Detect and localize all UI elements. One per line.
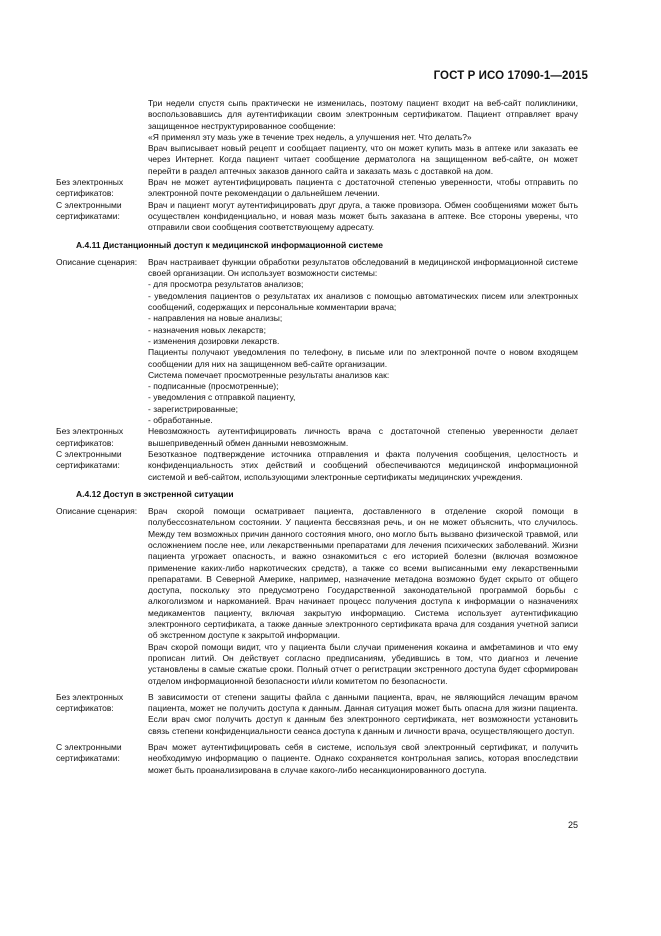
s411-scenario-row [56,257,578,426]
with-certs-text: Врач и пациент могут аутентифицировать друг друга, а также провизора. Обмен сообщениями может быть осуществлен конфиденциально, и новая мазь может быть заказана в аптеке. Все стороны уверены, что отправили свои сообщения соответствующему адресату. [148,199,578,233]
scenario-text [148,506,578,687]
scenario-line: Система помечает просмотренные результаты анализов как: [148,369,390,380]
scenario-line: - обработанные. [148,415,213,426]
intro-paragraph-1: Три недели спустя сыпь практически не изменилась, поэтому пациент входит на веб-сайт поликлиники, воспользовавшись для аутентификации своим электронным сертификатом. Пациент отправляет врачу защищенное неструктурированное сообщение: [148,98,578,131]
scenario-line: - зарегистрированные; [148,403,238,414]
page-content [56,98,578,776]
without-certs-text: Врач не может аутентифицировать пациента с достаточной степенью уверенности, чтобы отправить по электронной почте рекомендации о дальнейшем лечении. [148,177,578,199]
with-certs-label: С электронными сертификатами: [56,742,122,764]
scenario-label: Описание сценария: [56,506,138,517]
section-heading-a412: А.4.12 Доступ в экстренной ситуации [76,488,234,499]
document-id: ГОСТ Р ИСО 17090-1—2015 [433,70,588,82]
s412-with-certs-row [56,742,578,776]
section-heading-a411: А.4.11 Дистанционный доступ к медицинской информационной системе [76,239,384,250]
scenario-line: - направления на новые анализы; [148,313,283,324]
scenario-line: - изменения дозировки лекарств. [148,335,280,346]
s412-scenario-row [56,506,578,687]
scenario-line: - для просмотра результатов анализов; [148,279,304,290]
scenario-line: - подписанные (просмотренные); [148,381,279,392]
scenario-paragraph: Врач скорой помощи осматривает пациента, доставленного в отделение скорой помощи в полубессознательном состоянии. У пациента бессвязная речь, и он не может объяснить, что случилось. Между тем возможных причин данного состояния много, оно могло быть вызвано физической травмой, или осложнением после нее, или лекарственными препаратами для лечения психических заболеваний. Жизни пациента угрожает опасность, и важно ознакомиться с его историей болезни (включая возможное применение каких-либо наркотических средств), а также со всеми выписанными ему лекарственными препаратами. В Северной Америке, например, назначение метадона возможно будет скрыто от общего доступа, поскольку это предусмотрено Государственной законодательной программой борьбы с алкоголизмом и наркоманией. Врач начинает процесс получения доступа к информации о назначениях медикаментов пациенту, включая закрытую информацию. Система использует аутентификацию электронного сертификата, а также данные электронного сертификата врача для создания учетной записи об экстренном доступе к закрытой информации. [148,506,578,641]
with-certs-label: С электронными сертификатами: [56,199,122,221]
s412-without-certs-row [56,692,578,737]
scenario-line: Врач настраивает функции обработки результатов обследований в медицинской информационной системе своей организации. Он использует возможности системы: [148,256,578,279]
s411-without-certs-row [56,426,578,449]
intro-with-certs-row [56,200,578,234]
without-certs-label: Без электронных сертификатов: [56,426,124,448]
without-certs-text: В зависимости от степени защиты файла с данными пациента, врач, не являющийся лечащим врачом пациента, может не получить доступа к данным. Данная ситуация может быть опасна для жизни пациента. Если врач смог получить доступ к данным без электронного сертификата, нет возможности установить связь степени конфиденциальности сеанса доступа к данным и личности врача, осуществляющего доступ. [148,691,578,736]
without-certs-label: Без электронных сертификатов: [56,177,124,199]
without-certs-text: Невозможность аутентифицировать личность врача с достаточной степенью уверенности делает вышеприведенный обмен данными невозможным. [148,426,578,448]
page-number: 25 [567,820,578,830]
scenario-label: Описание сценария: [56,256,138,267]
scenario-line: Пациенты получают уведомления по телефону, в письме или по электронной почте о новом входящем сообщении для них на защищенном веб-сайте организации. [148,347,578,369]
intro-continuation [148,98,578,177]
intro-paragraph-3: Врач выписывает новый рецепт и сообщает пациенту, что он может купить мазь в аптеке или заказать ее через Интернет. Когда пациент читает сообщение дерматолога на защищенном веб-сайте, он может перейти в раздел аптечных заказов данного сайта и заказать мазь с доставкой на дом. [148,143,578,176]
with-certs-label: С электронными сертификатами: [56,448,122,471]
scenario-line: - уведомления с отправкой пациенту, [148,392,296,403]
s411-with-certs-row [56,449,578,483]
without-certs-label: Без электронных сертификатов: [56,691,124,714]
scenario-text [148,257,578,426]
scenario-line: - уведомления пациентов о результатах их анализов с помощью автоматических писем или электронных сообщений, содержащих и персональные комментарии врача; [148,290,578,313]
intro-paragraph-2: «Я применял эту мазь уже в течение трех недель, а улучшения нет. Что делать?» [148,131,472,142]
intro-without-certs-row [56,177,578,200]
with-certs-text: Врач может аутентифицировать себя в системе, используя свой электронный сертификат, и получить необходимую информацию о пациенте. Однако сохраняется контрольная запись, которая впоследствии может быть проанализирована в случае какого-либо несанкционированного доступа. [148,742,578,775]
with-certs-text: Безотказное подтверждение источника отправления и факта получения сообщения, целостность и конфиденциальность этих действий и сообщений обеспечиваются медицинской информационной системой и веб-сайтом, использующими электронные сертификаты медицинских учреждения. [148,448,578,482]
scenario-line: - назначения новых лекарств; [148,324,266,335]
scenario-paragraph: Врач скорой помощи видит, что у пациента были случаи применения кокаина и амфетаминов и что ему прописан литий. Он действует согласно предписаниям, убедившись в том, что диагноз и лечение установлены в самые сжатые сроки. Полный отчет о регистрации экстренного доступа будет сформирован отделом информационной безопасности и/или комитетом по безопасности. [148,641,578,686]
